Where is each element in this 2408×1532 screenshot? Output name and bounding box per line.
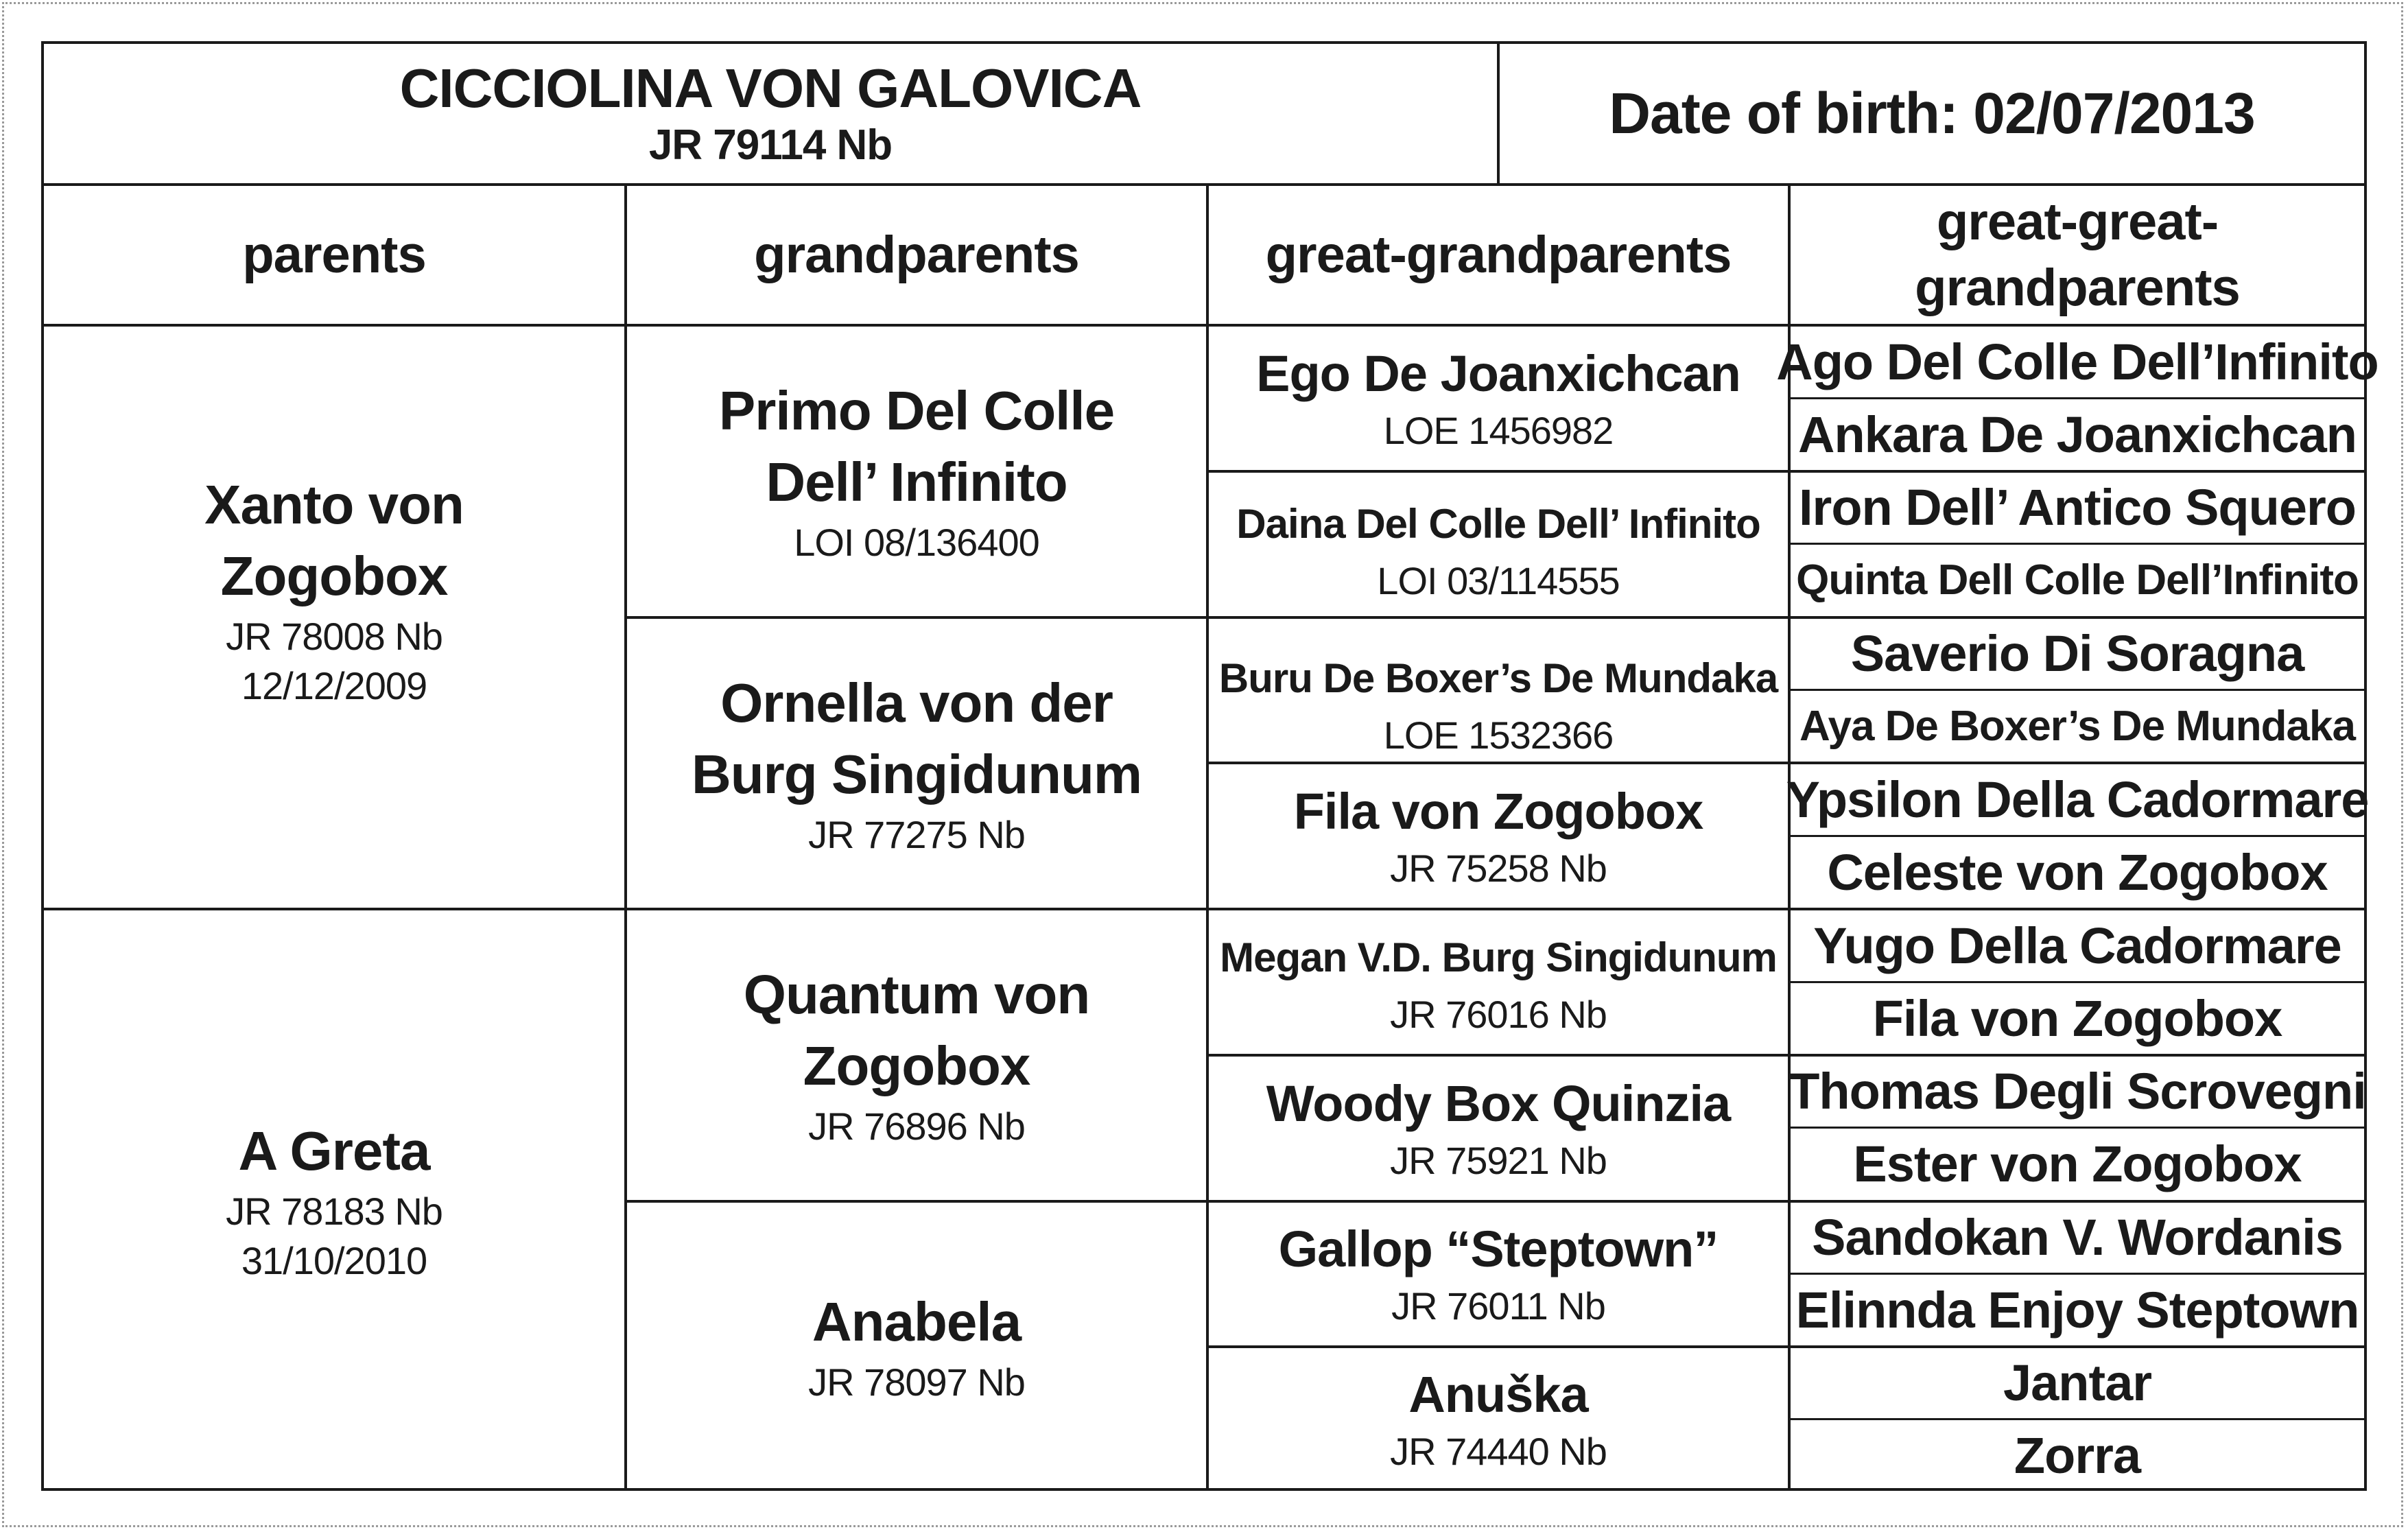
- grandparent-1-line2: Dell’ Infinito: [766, 451, 1067, 512]
- great-grandparent-3-name: Buru De Boxer’s De Mundaka: [1218, 655, 1778, 701]
- dam-name: A Greta: [238, 1120, 430, 1181]
- header-ggg-line2: grandparents: [1915, 258, 2240, 317]
- gggp-3: [1791, 473, 2364, 543]
- great-grandparent-3-registration: LOE 1532366: [1383, 714, 1614, 757]
- gggp-15: [1791, 1348, 2364, 1418]
- header-great-great-grandparents: [1791, 186, 2364, 324]
- header-great-grandparents-label: great-grandparents: [1265, 225, 1732, 284]
- great-grandparent-6: [1209, 1057, 1788, 1200]
- great-grandparent-1-name: Ego De Joanxichcan: [1256, 344, 1740, 402]
- header-parents-label: parents: [242, 225, 426, 284]
- gggp-10: [1791, 983, 2364, 1054]
- great-grandparent-2-name: Daina Del Colle Dell’ Infinito: [1236, 501, 1760, 547]
- gggp-5-name: Saverio Di Soragna: [1850, 625, 2304, 682]
- gggp-6-name: Aya De Boxer’s De Mundaka: [1799, 702, 2355, 750]
- grandparent-3-line2: Zogobox: [803, 1035, 1030, 1096]
- great-grandparent-7-registration: JR 76011 Nb: [1391, 1284, 1605, 1328]
- great-grandparent-2-registration: LOI 03/114555: [1377, 559, 1620, 602]
- great-grandparent-7: [1209, 1203, 1788, 1345]
- great-grandparent-1-registration: LOE 1456982: [1383, 408, 1614, 452]
- date-of-birth: Date of birth: 02/07/2013: [1609, 81, 2255, 145]
- great-grandparent-1: [1209, 327, 1788, 470]
- dog-registration: JR 79114 Nb: [648, 121, 893, 169]
- great-grandparent-5: [1209, 910, 1788, 1054]
- gggp-9: [1791, 910, 2364, 981]
- gggp-2-name: Ankara De Joanxichcan: [1798, 405, 2357, 463]
- dam-registration: JR 78183 Nb: [226, 1190, 442, 1233]
- gggp-16-name: Zorra: [2014, 1426, 2141, 1484]
- great-grandparent-4-name: Fila von Zogobox: [1293, 782, 1703, 840]
- header-great-grandparents: [1209, 186, 1788, 324]
- grandparent-1-registration: LOI 08/136400: [794, 521, 1039, 564]
- great-grandparent-8: [1209, 1348, 1788, 1491]
- grandparent-3-line1: Quantum von: [743, 964, 1090, 1025]
- gggp-8: [1791, 837, 2364, 908]
- gggp-13-name: Sandokan V. Wordanis: [1812, 1209, 2343, 1266]
- great-grandparent-6-registration: JR 75921 Nb: [1390, 1138, 1607, 1182]
- great-grandparent-5-name: Megan V.D. Burg Singidunum: [1220, 934, 1777, 980]
- gggp-14-name: Elinnda Enjoy Steptown: [1795, 1281, 2359, 1339]
- gggp-6: [1791, 691, 2364, 762]
- great-grandparent-4-registration: JR 75258 Nb: [1390, 846, 1607, 890]
- sire-name-line1: Xanto von: [204, 473, 464, 535]
- parent-dam: [44, 910, 624, 1491]
- header-grandparents-label: grandparents: [754, 225, 1079, 284]
- gggp-7: [1786, 764, 2369, 835]
- gggp-11-name: Thomas Degli Scrovegni: [1789, 1063, 2366, 1120]
- gggp-2: [1791, 399, 2364, 470]
- grandparent-4: [627, 1203, 1206, 1491]
- gggp-5: [1791, 619, 2364, 689]
- gggp-1-name: Ago Del Colle Dell’Infinito: [1776, 333, 2379, 390]
- dog-name: CICCIOLINA VON GALOVICA: [399, 57, 1142, 119]
- gggp-13: [1791, 1203, 2364, 1273]
- great-grandparent-8-name: Anuška: [1408, 1366, 1588, 1423]
- gggp-12: [1791, 1129, 2364, 1200]
- grandparent-2-registration: JR 77275 Nb: [808, 812, 1025, 856]
- grandparent-3: [627, 910, 1206, 1200]
- great-grandparent-4: [1209, 764, 1788, 908]
- gggp-4: [1791, 545, 2364, 616]
- gggp-1: [1776, 327, 2379, 397]
- sire-dob: 12/12/2009: [241, 663, 427, 707]
- gggp-7-name: Ypsilon Della Cadormare: [1786, 770, 2369, 828]
- great-grandparent-8-registration: JR 74440 Nb: [1390, 1430, 1607, 1473]
- header-ggg-line1: great-great-: [1936, 192, 2219, 251]
- header-parents: [44, 186, 624, 324]
- gggp-3-name: Iron Dell’ Antico Squero: [1798, 479, 2356, 536]
- great-grandparent-7-name: Gallop “Steptown”: [1278, 1221, 1719, 1277]
- grandparent-2-line1: Ornella von der: [720, 672, 1113, 733]
- parent-sire: [44, 327, 624, 908]
- dam-dob: 31/10/2010: [241, 1239, 427, 1282]
- gggp-10-name: Fila von Zogobox: [1872, 989, 2282, 1047]
- gggp-15-name: Jantar: [2003, 1354, 2152, 1411]
- sire-name-line2: Zogobox: [220, 545, 448, 606]
- grandparent-2: [627, 619, 1206, 908]
- gggp-11: [1791, 1057, 2364, 1127]
- grandparent-1-line1: Primo Del Colle: [718, 380, 1115, 441]
- grandparent-4-line1: Anabela: [812, 1291, 1022, 1352]
- dog-title-cell: [44, 44, 1497, 183]
- great-grandparent-6-name: Woody Box Quinzia: [1266, 1074, 1731, 1132]
- dob-cell: [1500, 44, 2364, 183]
- gggp-8-name: Celeste von Zogobox: [1827, 843, 2328, 901]
- gggp-12-name: Ester von Zogobox: [1853, 1135, 2302, 1192]
- gggp-4-name: Quinta Dell Colle Dell’Infinito: [1796, 556, 2359, 604]
- gggp-16: [1791, 1420, 2364, 1491]
- great-grandparent-5-registration: JR 76016 Nb: [1390, 992, 1607, 1036]
- grandparent-2-line2: Burg Singidunum: [691, 743, 1142, 805]
- header-grandparents: [627, 186, 1206, 324]
- grandparent-3-registration: JR 76896 Nb: [808, 1105, 1025, 1148]
- grandparent-1: [627, 327, 1206, 616]
- sire-registration: JR 78008 Nb: [226, 614, 442, 658]
- grandparent-4-registration: JR 78097 Nb: [808, 1360, 1025, 1404]
- gggp-9-name: Yugo Della Cadormare: [1813, 917, 2341, 974]
- gggp-14: [1791, 1275, 2364, 1345]
- pedigree-table: [41, 41, 2379, 1491]
